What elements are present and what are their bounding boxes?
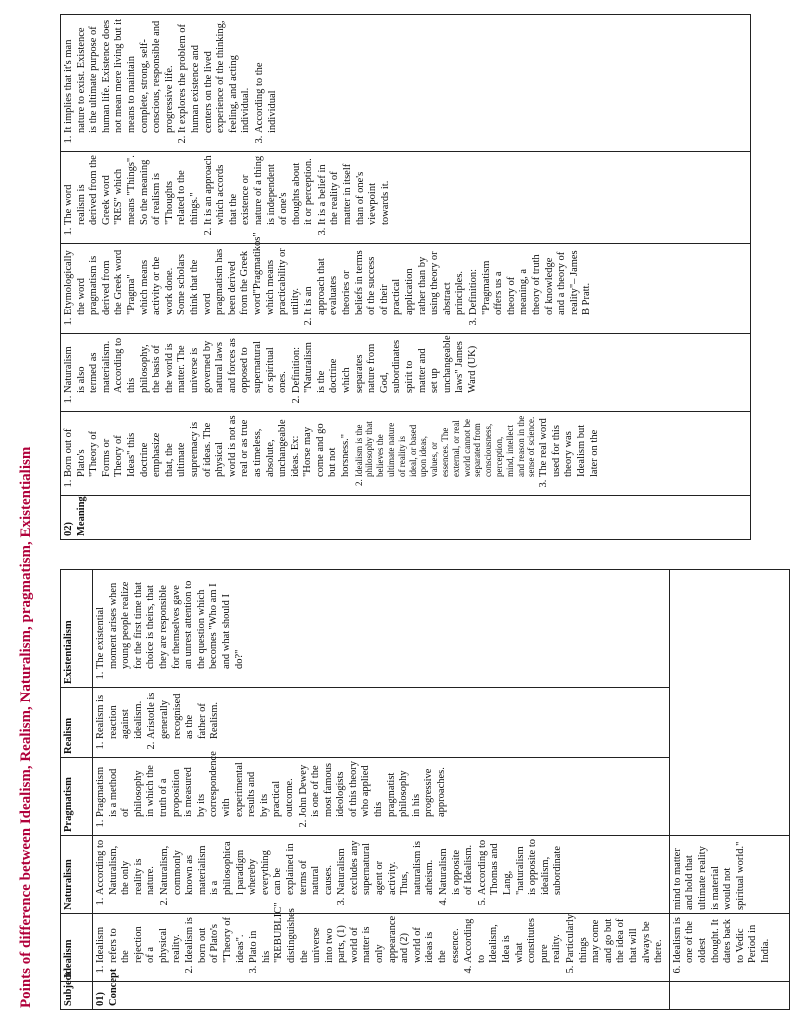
list-item: 2. Definition: "Naturalism is the doctrine which separates nature from God, subordinates spirit to matter and set up unchangeable laws" James Ward (UK): [291, 337, 480, 393]
concept-idealism-cell: [93, 902, 670, 982]
rotated-sheet: [60, 10, 771, 1010]
list-item: 1. Realism is reaction against idealism.: [95, 691, 145, 739]
concept-table-wrap: [60, 570, 771, 1010]
list-item: 2. Aristotle is generally recognised as the father of Realism.: [146, 691, 222, 739]
concept-pragmatism-cell: [93, 751, 670, 836]
list-item: 1. Etymologically the word pragmatism is derived from the Greek word "Pragma" which means activity or the work done. Some scholars think that the word pragmatism has been derived from the Greek word"Pragmatikos" which means practicability or utility.: [63, 247, 302, 315]
concept-naturalism-cell: [93, 836, 670, 914]
list-item: 1. The existential moment arises when young people realize for the first time that choice is theirs, that they are responsible for themselves gave an unrest attention to the question which becomes "Who am I and what should I do?": [95, 573, 246, 669]
list-item: 3. Plato in his "REBUBLIC" distinguishes the universe into two parts, (1) world of matter is only appearance and (2) world of ideas is the essence.: [248, 917, 462, 963]
list-item: 2. It is an approach that evaluates theories or beliefs in terms of the success of their practical application rather than by using theory or abstract principles.: [303, 247, 467, 315]
header-idealism: Idealism: [61, 914, 93, 982]
naturalism-continued-text: mind to matter and hold that ultimate reality is material would not spiritual world.": [671, 841, 746, 910]
page-title: Points of difference between Idealism, Realism, Naturalism, pragmatism, Existentialism: [18, 446, 34, 1008]
meaning-existentialism-cell: [61, 15, 751, 152]
list-item: 5. According to Thomas and Lang, "naturalism is opposite to idealism, subordinate: [477, 839, 565, 895]
list-item: 1. It implies that it's man nature to exist. Existence is the ultimate purpose of human life. Existence does not mean mere living but it means to maintain complete, strong, self-conscious, responsible and progressive life.: [63, 18, 176, 133]
meaning-table-wrap: [60, 15, 760, 540]
list-item: 1. Naturalism is also termed as materialism. According to this philosophy, the basis of the world is matter. The universe is governed by natural laws and forces as opposed to supernatural or spiritual ones.: [63, 337, 290, 393]
list-item: 1. Pragmatism is a method of philosophy in which the truth of a proposition is measured by its correspondence with experimental results and by its practical outcome.: [95, 761, 297, 817]
row-subject: Meaning: [75, 496, 87, 536]
header-pragmatism: Pragmatism: [61, 758, 93, 836]
meaning-naturalism-cell: [61, 334, 751, 412]
empty-cell: [669, 570, 789, 836]
list-item: 2. It explores the problem of human existence and centers on the lived experience of the thinking, feeling, and acting individual.: [177, 18, 253, 133]
header-subject: Subject: [61, 982, 93, 1010]
row-number: 01): [95, 992, 106, 1006]
concept-existentialism-cell: [93, 570, 670, 688]
list-item: 2. It is an approach which accords that the existence or nature of a thing is independent of one's thoughts about it or perception.: [203, 155, 316, 225]
row-subject: Concept: [107, 968, 119, 1006]
list-item: 3. According to the individual: [254, 18, 279, 133]
list-item: 2. Idealism is born out of Plato's "Theory of ideas".: [184, 917, 247, 963]
meaning-realism-cell: [61, 152, 751, 244]
meaning-table: [60, 14, 751, 540]
list-item: 4. According to Idealism, Idea is what constitutes pure reality.: [463, 917, 564, 963]
row-number: 02): [63, 522, 74, 536]
list-item: 2. John Dewey is one of the most famous ideologists of this theory who applied this pragmatist philosophy in his progressive approaches.: [298, 761, 449, 817]
list-item: 2. Idealism is the philosophy that believes the ultimate nature of reality is ideal, or based upon ideas, values, or essences. The external, or real world cannot be separated from consciousness, perception, mind, intellect and reason in the sense of science.: [354, 415, 538, 477]
list-item: 1. According to Naturalism, the only reality is nature.: [95, 839, 158, 895]
concept-realism-cell: [93, 688, 670, 758]
list-item: 5. Particularly things may come and go but the idea of that will always be there.: [565, 917, 666, 963]
header-realism: Realism: [61, 688, 93, 758]
list-item: 1. The word realism is derived from the Greek word "RES" which means "Things". So the meaning of realism is "Thoughts related to the things.": [63, 155, 202, 225]
concept-idealism-extra-cell: [669, 914, 789, 982]
list-item: 4. Naturalism is opposite of Idealism.: [438, 839, 476, 895]
list-item: 6. Idealism is one of the oldest thought. It dates back to Vedic Period in India.: [672, 917, 773, 963]
concept-naturalism-extra-cell: [669, 836, 789, 914]
row-number-cell: [61, 496, 751, 540]
list-item: 3. The real word used for this theory was Idealism but later on the: [538, 415, 601, 477]
empty-cell: [669, 982, 789, 1010]
concept-table: [60, 569, 790, 1010]
meaning-idealism-cell: [61, 412, 751, 496]
list-item: 2. Naturalism, commonly known as materialism is a philosophica l paradigm whereby everything can be explained in terms of natural causes.: [159, 839, 335, 895]
row-number-cell: [93, 968, 670, 1010]
list-item: 3. Definition: "Pragmatism offers us a theory of meaning, a theory of truth of knowledge and a theory of reality"– James B Pratt.: [468, 247, 594, 315]
list-item: 1. Born out of Plato's "Theory of Forms or Theory of Ideas" this doctrine emphasize that, the ultimate supremacy is of ideas. The physical world is not as real or as true as timeless, absolute, unchangeable ideas. Ex: "Horse may come and go but not horsness.": [63, 415, 353, 477]
list-item: 1. Idealism refers to the rejection of a physical reality.: [95, 917, 183, 963]
header-naturalism: Naturalism: [61, 836, 93, 914]
meaning-pragmatism-cell: [61, 232, 751, 334]
list-item: 3. Naturalism excludes any supernatural agent or activity. Thus, naturalism is atheism.: [336, 839, 437, 895]
list-item: 3. It is a belief in the reality of matter in itself than of one's viewpoint towards it.: [317, 155, 393, 225]
header-existentialism: Existentialism: [61, 570, 93, 688]
